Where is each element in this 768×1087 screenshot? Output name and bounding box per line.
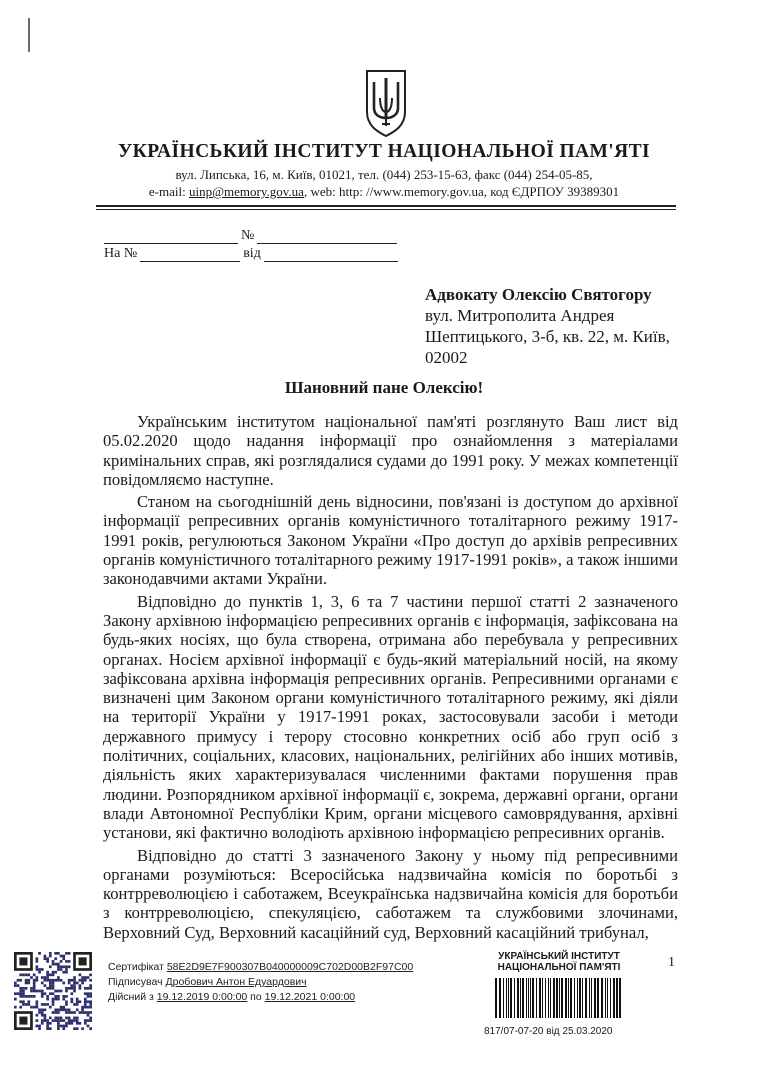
signer-name: Дробович Антон Едуардович: [165, 976, 307, 988]
salutation: Шановний пане Олексію!: [284, 378, 484, 397]
email-link[interactable]: uinp@memory.gov.ua: [188, 184, 304, 199]
valid-to-label: по: [247, 991, 265, 1003]
registration-stamp-title: [494, 951, 624, 973]
email-label: e-mail:: [148, 184, 189, 199]
page-number: 1: [668, 955, 675, 970]
incoming-number-blank: [140, 247, 240, 262]
addressee-block: [425, 284, 670, 368]
number-blank: [257, 229, 397, 244]
paragraph: Українським інститутом національної пам'яті розглянуто Ваш лист від 05.02.2020 щодо надання інформації про ознайомлення з матеріалами кримінальних справ, які розглядалися судами до 1991 року. У межах компетенції повідомляємо наступне.: [103, 412, 678, 489]
letterhead-divider-thin: [96, 209, 676, 210]
addressee-line: Шептицького, 3-б, кв. 22, м. Київ,: [425, 327, 670, 346]
paragraph: Відповідно до статті 3 зазначеного Закону у ньому під репресивними органами розуміються: Всеросійська надзвичайна комісія по боротьбі з контрреволюцією і саботажем, Всеукраїнська надзвичайна комісія для боротьби з контрреволюцією, спекуляцією, саботажем та службовими злочинами, Верховний Суд, Верховний касаційний суд, Верховний касаційний трибунал,: [103, 845, 678, 942]
valid-to: 19.12.2021 0:00:00: [264, 991, 356, 1003]
organization-title: УКРАЇНСЬКИЙ ІНСТИТУТ НАЦІОНАЛЬНОЇ ПАМ'ЯТІ: [117, 141, 651, 162]
certificate-label: Сертифікат: [108, 961, 167, 973]
date-blank: [104, 229, 238, 244]
paragraph: Відповідно до пунктів 1, 3, 6 та 7 частини першої статті 2 зазначеного Закону архівною інформацією репресивних органів є інформація, зафіксована на будь-яких носіях, що була створена, отримана або перебувала у репресивних органах. Носієм архівної інформації є будь-який матеріальний носій, на якому зафіксована архівна інформація репресивних органів. Репресивними органами є визначені цим Законом органи комуністичного тоталітарного режиму, які діяли на території України у 1917-1991 роках, застосовували засоби і методи державного примусу і терору стосовно конкретних осіб або груп осіб з політичних, соціальних, класових, національних, релігійних або інших мотивів, діяльність яких характеризувалася численними фактами порушення прав людини. Розпорядником архівної інформації є, зокрема, державні органи, органи влади Автономної Республіки Крим, органи місцевого самоврядування, архівні установи, які фактично володіють архівною інформацією репресивних органів.: [103, 591, 678, 843]
stamp-line: НАЦІОНАЛЬНОЇ ПАМ'ЯТІ: [497, 962, 621, 973]
on-number-label: На №: [104, 246, 138, 261]
outgoing-reference: [104, 228, 397, 244]
incoming-date-blank: [264, 247, 398, 262]
addressee-line: 02002: [425, 348, 468, 367]
organization-address: вул. Липська, 16, м. Київ, 01021, тел. (044) 253-15-63, факс (044) 254-05-85,: [175, 167, 593, 182]
organization-contacts: [0, 184, 768, 200]
certificate-row: [108, 960, 413, 975]
barcode-icon: [493, 978, 623, 1018]
e-signature-block: [108, 960, 413, 1005]
letterhead-divider: [96, 205, 676, 207]
certificate-value: 58E2D9E7F900307B040000009C702D00B2F97C00: [166, 961, 414, 973]
number-label: №: [241, 228, 255, 243]
valid-from: 19.12.2019 0:00:00: [156, 991, 248, 1003]
stamp-line: УКРАЇНСЬКИЙ ІНСТИТУТ: [498, 951, 620, 962]
paragraph: Станом на сьогоднішній день відносини, пов'язані із доступом до архівної інформації репресивних органів комуністичного тоталітарного режиму 1917-1991 років, регулюються Законом України «Про доступ до архівів репресивних органів комуністичного тоталітарного режиму 1917-1991 років», а також іншими законодавчими актами України.: [103, 492, 678, 589]
web-and-code: , web: http: //www.memory.gov.ua, код ЄДРПОУ 39389301: [303, 184, 620, 199]
valid-from-label: Дійсний з: [108, 991, 157, 1003]
qr-code-icon: [14, 952, 92, 1030]
letter-body: [103, 412, 678, 945]
signer-label: Підписувач: [108, 976, 166, 988]
coat-of-arms-trident-icon: [364, 68, 408, 138]
incoming-reference: [104, 246, 398, 262]
addressee-line: вул. Митрополита Андрея: [425, 306, 615, 325]
validity-row: [108, 990, 413, 1005]
signer-row: [108, 975, 413, 990]
addressee-name: Адвокату Олексію Святогору: [425, 285, 652, 304]
registration-number: 817/07-07-20 від 25.03.2020: [484, 1026, 613, 1037]
date-label: від: [243, 246, 261, 261]
scan-edge-mark: [28, 18, 30, 52]
